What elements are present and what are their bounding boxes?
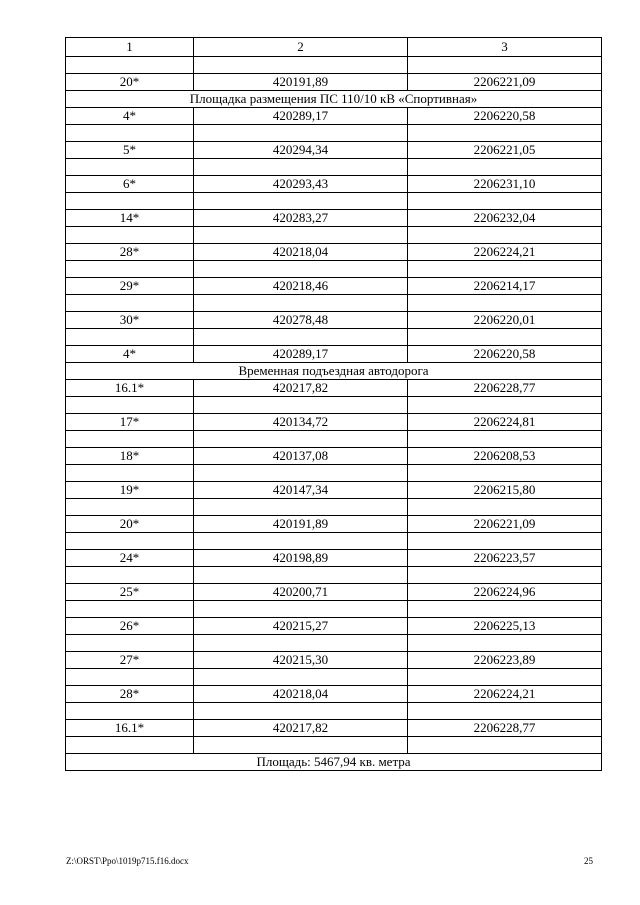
table-row bbox=[66, 176, 602, 193]
point-number-cell: 19* bbox=[66, 482, 194, 499]
table-row bbox=[66, 720, 602, 737]
table-row bbox=[66, 346, 602, 363]
spacer-cell bbox=[194, 669, 408, 686]
spacer-row bbox=[66, 635, 602, 652]
spacer-cell bbox=[194, 227, 408, 244]
spacer-cell bbox=[66, 669, 194, 686]
spacer-cell bbox=[408, 431, 602, 448]
point-number-cell: 24* bbox=[66, 550, 194, 567]
table-row bbox=[66, 584, 602, 601]
spacer-cell bbox=[408, 397, 602, 414]
point-number-cell: 20* bbox=[66, 516, 194, 533]
header-row bbox=[66, 38, 602, 57]
x-coordinate-cell: 420134,72 bbox=[194, 414, 408, 431]
point-number-cell: 4* bbox=[66, 346, 194, 363]
spacer-cell bbox=[408, 601, 602, 618]
spacer-cell bbox=[408, 261, 602, 278]
point-number-cell: 26* bbox=[66, 618, 194, 635]
spacer-row bbox=[66, 227, 602, 244]
table-row bbox=[66, 380, 602, 397]
spacer-cell bbox=[66, 567, 194, 584]
point-number-cell: 16.1* bbox=[66, 720, 194, 737]
y-coordinate-cell: 2206223,89 bbox=[408, 652, 602, 669]
column-header-3: 3 bbox=[408, 38, 602, 57]
spacer-cell bbox=[194, 737, 408, 754]
table-row bbox=[66, 550, 602, 567]
section-header-row bbox=[66, 91, 602, 108]
spacer-cell bbox=[194, 635, 408, 652]
spacer-cell bbox=[66, 261, 194, 278]
spacer-cell bbox=[66, 227, 194, 244]
point-number-cell: 28* bbox=[66, 686, 194, 703]
y-coordinate-cell: 2206220,58 bbox=[408, 108, 602, 125]
y-coordinate-cell: 2206232,04 bbox=[408, 210, 602, 227]
x-coordinate-cell: 420218,04 bbox=[194, 244, 408, 261]
spacer-cell bbox=[194, 159, 408, 176]
spacer-cell bbox=[408, 703, 602, 720]
x-coordinate-cell: 420218,46 bbox=[194, 278, 408, 295]
x-coordinate-cell: 420191,89 bbox=[194, 74, 408, 91]
footer-page-number: 25 bbox=[584, 856, 593, 866]
spacer-cell bbox=[66, 499, 194, 516]
y-coordinate-cell: 2206224,21 bbox=[408, 686, 602, 703]
spacer-row bbox=[66, 567, 602, 584]
table-row bbox=[66, 516, 602, 533]
spacer-cell bbox=[66, 125, 194, 142]
point-number-cell: 17* bbox=[66, 414, 194, 431]
spacer-cell bbox=[194, 125, 408, 142]
spacer-cell bbox=[194, 397, 408, 414]
point-number-cell: 25* bbox=[66, 584, 194, 601]
x-coordinate-cell: 420217,82 bbox=[194, 720, 408, 737]
spacer-cell bbox=[408, 329, 602, 346]
column-header-2: 2 bbox=[194, 38, 408, 57]
y-coordinate-cell: 2206224,81 bbox=[408, 414, 602, 431]
x-coordinate-cell: 420200,71 bbox=[194, 584, 408, 601]
spacer-cell bbox=[66, 635, 194, 652]
table-row bbox=[66, 108, 602, 125]
y-coordinate-cell: 2206224,96 bbox=[408, 584, 602, 601]
y-coordinate-cell: 2206220,58 bbox=[408, 346, 602, 363]
spacer-cell bbox=[66, 57, 194, 74]
spacer-cell bbox=[194, 193, 408, 210]
spacer-cell bbox=[408, 465, 602, 482]
spacer-cell bbox=[194, 431, 408, 448]
point-number-cell: 18* bbox=[66, 448, 194, 465]
x-coordinate-cell: 420191,89 bbox=[194, 516, 408, 533]
x-coordinate-cell: 420147,34 bbox=[194, 482, 408, 499]
table-row bbox=[66, 414, 602, 431]
y-coordinate-cell: 2206228,77 bbox=[408, 720, 602, 737]
spacer-cell bbox=[194, 57, 408, 74]
y-coordinate-cell: 2206221,05 bbox=[408, 142, 602, 159]
coordinates-table bbox=[65, 37, 602, 771]
spacer-row bbox=[66, 57, 602, 74]
spacer-cell bbox=[194, 601, 408, 618]
x-coordinate-cell: 420293,43 bbox=[194, 176, 408, 193]
table-row bbox=[66, 244, 602, 261]
point-number-cell: 20* bbox=[66, 74, 194, 91]
footer-file-path: Z:\ORST\Ppo\1019p715.f16.docx bbox=[66, 856, 189, 866]
table-row bbox=[66, 448, 602, 465]
spacer-row bbox=[66, 193, 602, 210]
spacer-row bbox=[66, 601, 602, 618]
x-coordinate-cell: 420198,89 bbox=[194, 550, 408, 567]
y-coordinate-cell: 2206215,80 bbox=[408, 482, 602, 499]
point-number-cell: 30* bbox=[66, 312, 194, 329]
table-row bbox=[66, 618, 602, 635]
spacer-cell bbox=[408, 57, 602, 74]
spacer-cell bbox=[194, 465, 408, 482]
spacer-cell bbox=[408, 669, 602, 686]
spacer-cell bbox=[194, 703, 408, 720]
x-coordinate-cell: 420137,08 bbox=[194, 448, 408, 465]
x-coordinate-cell: 420218,04 bbox=[194, 686, 408, 703]
spacer-cell bbox=[66, 737, 194, 754]
point-number-cell: 4* bbox=[66, 108, 194, 125]
point-number-cell: 5* bbox=[66, 142, 194, 159]
y-coordinate-cell: 2206224,21 bbox=[408, 244, 602, 261]
section-title: Площадка размещения ПС 110/10 кВ «Спортивная» bbox=[66, 91, 602, 108]
table-row bbox=[66, 652, 602, 669]
section-header-row bbox=[66, 363, 602, 380]
spacer-row bbox=[66, 465, 602, 482]
spacer-row bbox=[66, 261, 602, 278]
y-coordinate-cell: 2206231,10 bbox=[408, 176, 602, 193]
table-row bbox=[66, 278, 602, 295]
spacer-cell bbox=[408, 193, 602, 210]
spacer-row bbox=[66, 329, 602, 346]
y-coordinate-cell: 2206221,09 bbox=[408, 516, 602, 533]
spacer-cell bbox=[66, 533, 194, 550]
table-row bbox=[66, 210, 602, 227]
spacer-cell bbox=[66, 465, 194, 482]
spacer-cell bbox=[408, 533, 602, 550]
spacer-cell bbox=[194, 261, 408, 278]
spacer-cell bbox=[66, 193, 194, 210]
spacer-cell bbox=[194, 329, 408, 346]
spacer-row bbox=[66, 397, 602, 414]
x-coordinate-cell: 420289,17 bbox=[194, 108, 408, 125]
y-coordinate-cell: 2206214,17 bbox=[408, 278, 602, 295]
spacer-cell bbox=[66, 397, 194, 414]
spacer-cell bbox=[66, 159, 194, 176]
point-number-cell: 16.1* bbox=[66, 380, 194, 397]
table-row bbox=[66, 74, 602, 91]
x-coordinate-cell: 420294,34 bbox=[194, 142, 408, 159]
spacer-cell bbox=[408, 499, 602, 516]
spacer-cell bbox=[66, 703, 194, 720]
x-coordinate-cell: 420289,17 bbox=[194, 346, 408, 363]
spacer-row bbox=[66, 295, 602, 312]
spacer-cell bbox=[194, 567, 408, 584]
spacer-row bbox=[66, 431, 602, 448]
table-row bbox=[66, 142, 602, 159]
spacer-cell bbox=[194, 295, 408, 312]
spacer-cell bbox=[408, 227, 602, 244]
spacer-cell bbox=[66, 431, 194, 448]
y-coordinate-cell: 2206208,53 bbox=[408, 448, 602, 465]
column-header-1: 1 bbox=[66, 38, 194, 57]
y-coordinate-cell: 2206228,77 bbox=[408, 380, 602, 397]
spacer-row bbox=[66, 125, 602, 142]
x-coordinate-cell: 420215,30 bbox=[194, 652, 408, 669]
spacer-row bbox=[66, 159, 602, 176]
spacer-cell bbox=[194, 533, 408, 550]
spacer-cell bbox=[408, 295, 602, 312]
x-coordinate-cell: 420283,27 bbox=[194, 210, 408, 227]
spacer-cell bbox=[66, 329, 194, 346]
point-number-cell: 28* bbox=[66, 244, 194, 261]
y-coordinate-cell: 2206223,57 bbox=[408, 550, 602, 567]
spacer-cell bbox=[408, 125, 602, 142]
spacer-cell bbox=[408, 159, 602, 176]
spacer-cell bbox=[66, 295, 194, 312]
table-row bbox=[66, 686, 602, 703]
y-coordinate-cell: 2206221,09 bbox=[408, 74, 602, 91]
y-coordinate-cell: 2206220,01 bbox=[408, 312, 602, 329]
point-number-cell: 14* bbox=[66, 210, 194, 227]
spacer-cell bbox=[408, 567, 602, 584]
spacer-cell bbox=[66, 601, 194, 618]
spacer-cell bbox=[408, 635, 602, 652]
spacer-row bbox=[66, 669, 602, 686]
point-number-cell: 27* bbox=[66, 652, 194, 669]
point-number-cell: 6* bbox=[66, 176, 194, 193]
spacer-row bbox=[66, 737, 602, 754]
y-coordinate-cell: 2206225,13 bbox=[408, 618, 602, 635]
total-area-row bbox=[66, 754, 602, 771]
spacer-row bbox=[66, 533, 602, 550]
table-row bbox=[66, 482, 602, 499]
total-area: Площадь: 5467,94 кв. метра bbox=[66, 754, 602, 771]
x-coordinate-cell: 420217,82 bbox=[194, 380, 408, 397]
spacer-row bbox=[66, 703, 602, 720]
spacer-row bbox=[66, 499, 602, 516]
x-coordinate-cell: 420215,27 bbox=[194, 618, 408, 635]
spacer-cell bbox=[194, 499, 408, 516]
x-coordinate-cell: 420278,48 bbox=[194, 312, 408, 329]
point-number-cell: 29* bbox=[66, 278, 194, 295]
table-row bbox=[66, 312, 602, 329]
spacer-cell bbox=[408, 737, 602, 754]
section-title: Временная подъездная автодорога bbox=[66, 363, 602, 380]
